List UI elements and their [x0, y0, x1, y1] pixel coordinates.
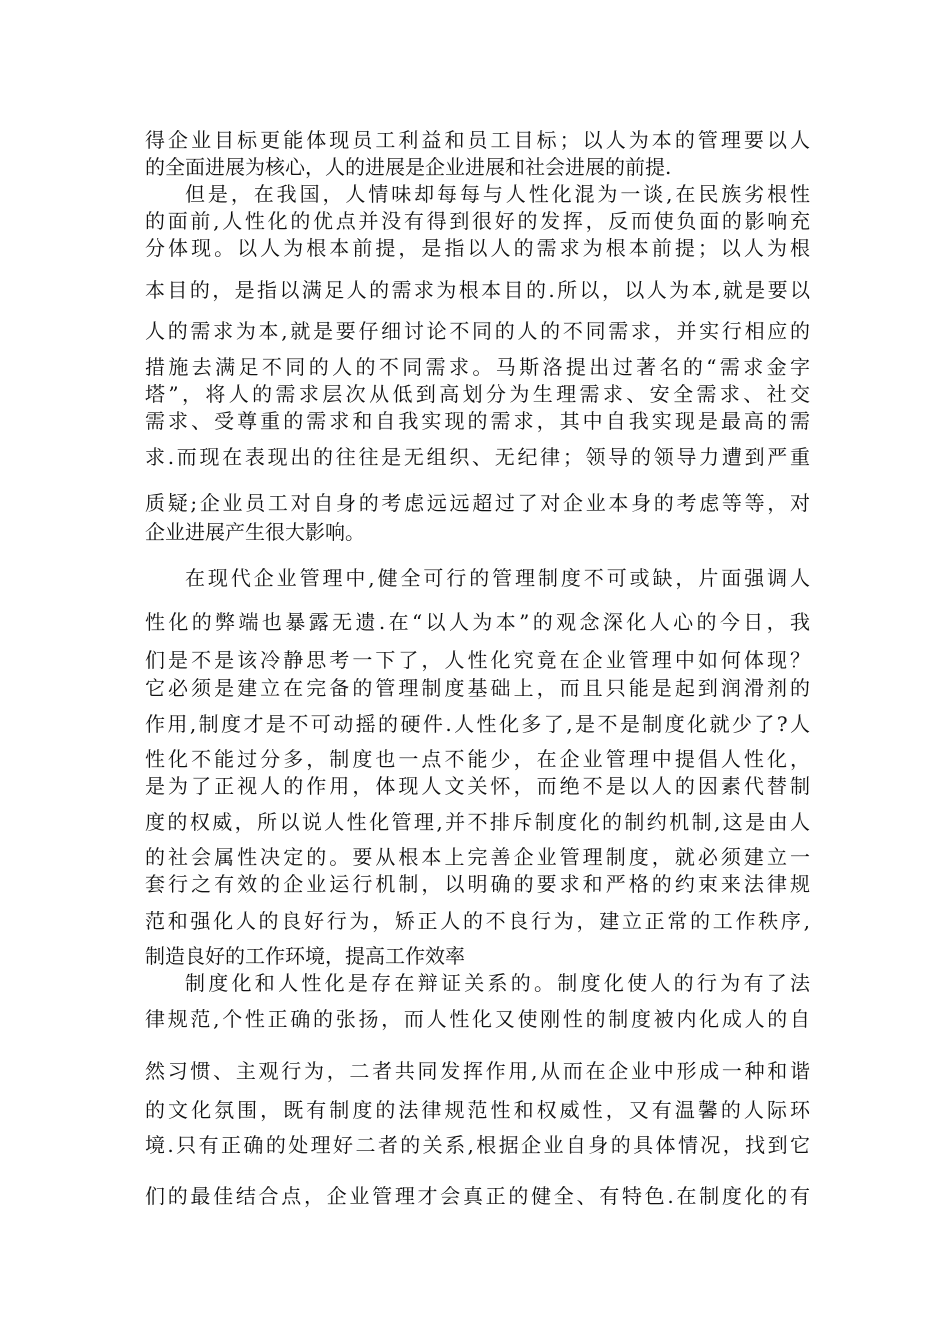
text-line: 但是，在我国，人情味却每每与人性化混为一谈,在民族劣根性	[185, 182, 810, 206]
text-line: 律规范,个性正确的张扬，而人性化又使刚性的制度被内化成人的自	[145, 1007, 810, 1031]
text-line: 需求、受尊重的需求和自我实现的需求，其中自我实现是最高的需	[145, 409, 810, 433]
text-line: 得企业目标更能体现员工利益和员工目标；以人为本的管理要以人	[145, 128, 810, 152]
text-line: 是为了正视人的作用，体现人文关怀，而绝不是以人的因素代替制	[145, 774, 810, 798]
text-line: 的社会属性决定的。要从根本上完善企业管理制度，就必须建立一	[145, 845, 810, 869]
text-line: 然习惯、主观行为，二者共同发挥作用,从而在企业中形成一种和谐	[145, 1059, 810, 1083]
text-line: 套行之有效的企业运行机制，以明确的要求和严格的约束来法律规	[145, 872, 810, 896]
text-line: 性化不能过分多，制度也一点不能少，在企业管理中提倡人性化，	[145, 747, 810, 771]
text-line: 本目的，是指以满足人的需求为根本目的.所以，以人为本,就是要以	[145, 278, 810, 302]
text-line: 性化的弊端也暴露无遗.在“以人为本”的观念深化人心的今日，我	[145, 610, 810, 634]
text-line: 度的权威，所以说人性化管理,并不排斥制度化的制约机制,这是由人	[145, 810, 810, 834]
text-line: 的文化氛围，既有制度的法律规范性和权威性，又有温馨的人际环	[145, 1098, 810, 1122]
text-line: 它必须是建立在完备的管理制度基础上，而且只能是起到润滑剂的	[145, 676, 810, 700]
text-line: 的面前,人性化的优点并没有得到很好的发挥，反而使负面的影响充	[145, 209, 810, 233]
text-line: 们是不是该冷静思考一下了，人性化究竟在企业管理中如何体现？	[145, 648, 810, 672]
text-line: 塔”，将人的需求层次从低到高划分为生理需求、安全需求、社交	[145, 382, 810, 406]
text-line: 境.只有正确的处理好二者的关系,根据企业自身的具体情况，找到它	[145, 1133, 810, 1157]
text-line: 措施去满足不同的人的不同需求。马斯洛提出过著名的“需求金字	[145, 355, 810, 379]
text-line: 制度化和人性化是存在辩证关系的。制度化使人的行为有了法	[185, 971, 810, 995]
text-line: 分体现。以人为根本前提，是指以人的需求为根本前提；以人为根	[145, 236, 810, 260]
text-line: 求.而现在表现出的往往是无组织、无纪律；领导的领导力遭到严重	[145, 445, 810, 469]
text-line: 在现代企业管理中,健全可行的管理制度不可或缺，片面强调人	[185, 566, 810, 590]
text-line: 范和强化人的良好行为，矫正人的不良行为，建立正常的工作秩序,	[145, 909, 810, 933]
text-line: 们的最佳结合点，企业管理才会真正的健全、有特色.在制度化的有	[145, 1184, 810, 1208]
text-line: 企业进展产生很大影响。	[145, 520, 365, 544]
text-line: 质疑;企业员工对自身的考虑远远超过了对企业本身的考虑等等，对	[145, 491, 810, 515]
text-line: 人的需求为本,就是要仔细讨论不同的人的不同需求，并实行相应的	[145, 319, 810, 343]
text-line: 的全面进展为核心，人的进展是企业进展和社会进展的前提.	[145, 155, 672, 179]
text-line: 作用,制度才是不可动摇的硬件.人性化多了,是不是制度化就少了?人	[145, 712, 810, 736]
text-line: 制造良好的工作环境，提高工作效率	[145, 944, 465, 968]
